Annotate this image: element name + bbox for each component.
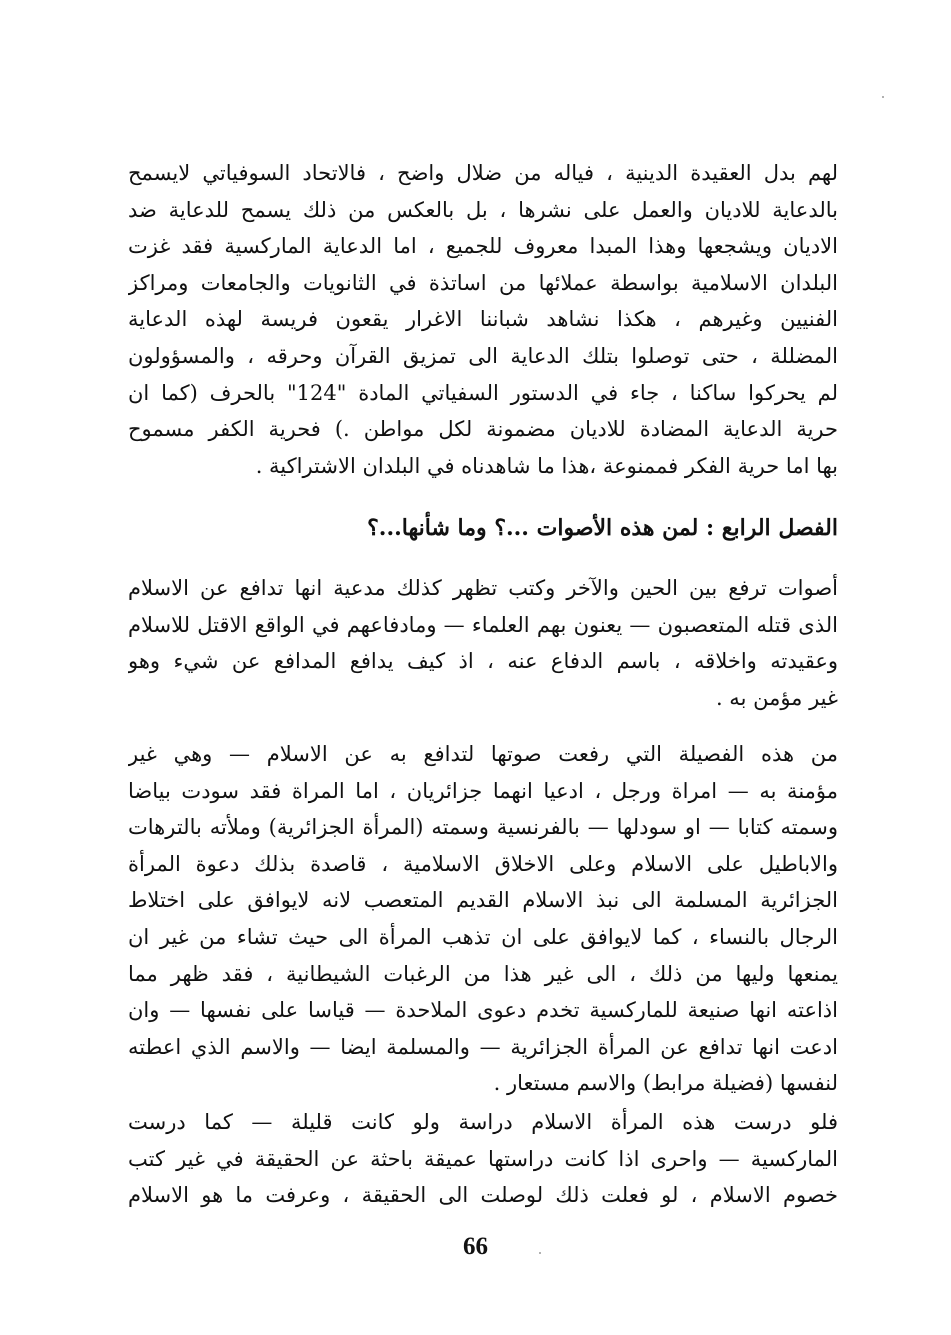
text-line: مؤمنة به — امراة ورجل ، ادعيا انهما جزائريان ، اما المراة فقد سودت بياضا [128, 778, 838, 803]
chapter-heading: الفصل الرابع : لمن هذه الأصوات ...؟ وما شأنها...؟ [367, 515, 838, 541]
page-number: 66 [463, 1233, 488, 1260]
text-line: لم يحركوا ساكنا ، جاء في الدستور السفياتي المادة "124" بالحرف (كما ان [128, 380, 838, 405]
text-line: من هذه الفصيلة التي رفعت صوتها لتدافع به عن الاسلام — وهي غير [128, 742, 838, 766]
text-line: اذاعته انها صنيعة للماركسية تخدم دعوى الملاحدة — قياسا على نفسها — وان [128, 998, 838, 1023]
text-line: ادعت انها تدافع عن المرأة الجزائرية — والمسلمة ايضا — والاسم الذي اعطته [128, 1034, 838, 1059]
text-line: أصوات ترفع بين الحين والآخر وكتب تظهر كذلك مدعية انها تدافع عن الاسلام [128, 576, 838, 600]
scan-speck [882, 96, 884, 98]
text-line: الذى قتله المتعصبون — يعنون بهم العلماء — ومادفاعهم في الواقع الاقتل للاسلام [128, 612, 838, 637]
text-line: الفنيين وغيرهم ، هكذا نشاهد شباننا الاغرار يقعون فريسة لهذه الدعاية [128, 307, 838, 332]
text-line: بها اما حرية الفكر فممنوعة ،هذا ما شاهدناه في البلدان الاشتراكية . [255, 453, 838, 478]
text-line: الاديان ويشجعها وهذا المبدا معروف للجميع ، اما الدعاية الماركسية فقد غزت [128, 234, 838, 259]
text-line: المضللة ، حتى توصلوا بتلك الدعاية الى تمزيق القرآن وحرقه ، والمسؤولون [128, 343, 838, 368]
paragraph-4 [128, 1104, 838, 1214]
text-line: الماركسية — واحرى اذا كانت دراستها عميقة باحثة عن الحقيقة في غير كتب [128, 1146, 838, 1171]
text-line: الجزائرية المسلمة الى نبذ الاسلام القديم المتعصب لانه لايوافق على اختلاط [128, 888, 838, 913]
text-line: خصوم الاسلام ، لو فعلت ذلك لوصلت الى الحقيقة ، وعرفت ما هو الاسلام [128, 1183, 838, 1208]
text-line: فلو درست هذه المرأة الاسلام دراسة ولو كانت قليلة — كما درست [128, 1110, 838, 1134]
text-line: يمنعها وليها من ذلك ، الى غير هذا من الرغبات الشيطانية ، فقد ظهر مما [128, 961, 838, 986]
text-line: لهم بدل العقيدة الدينية ، فياله من ضلال واضح ، فالاتحاد السوفياتي لايسمح [128, 161, 838, 185]
text-line: البلدان الاسلامية بواسطة عملائها من اساتذة في الثانويات والجامعات ومراكز [128, 270, 838, 295]
text-line: حرية الدعاية المضادة للاديان مضمونة لكل مواطن .) فحرية الكفر مسموح [128, 417, 838, 442]
text-line: لنفسها (فضيلة مرابط) والاسم مستعار . [493, 1071, 838, 1096]
text-line: والاباطيل على الاسلام وعلى الاخلاق الاسلامية ، قاصدة بذلك دعوة المرأة [128, 851, 838, 876]
text-line: وعقيدته واخلاقه ، باسم الدفاع عنه ، اذ كيف يدافع المدافع عن شيء وهو [128, 649, 838, 674]
paragraph-3 [128, 736, 838, 1102]
text-line: غير مؤمن به . [715, 685, 838, 710]
text-line: بالدعاية للاديان والعمل على نشرها ، بل بالعكس من ذلك يسمح للدعاية ضد [128, 197, 838, 222]
text-line: الرجال بالنساء ، كما لايوافق على ان تذهب المرأة الى حيث تشاء من غير ان [128, 924, 838, 949]
scan-speck [539, 1252, 541, 1254]
text-line: وسمته كتابا — او سودلها — بالفرنسية وسمته (المرأة الجزائرية) وملأته بالترهات [128, 815, 838, 840]
paragraph-1 [128, 155, 838, 484]
paragraph-2 [128, 570, 838, 716]
